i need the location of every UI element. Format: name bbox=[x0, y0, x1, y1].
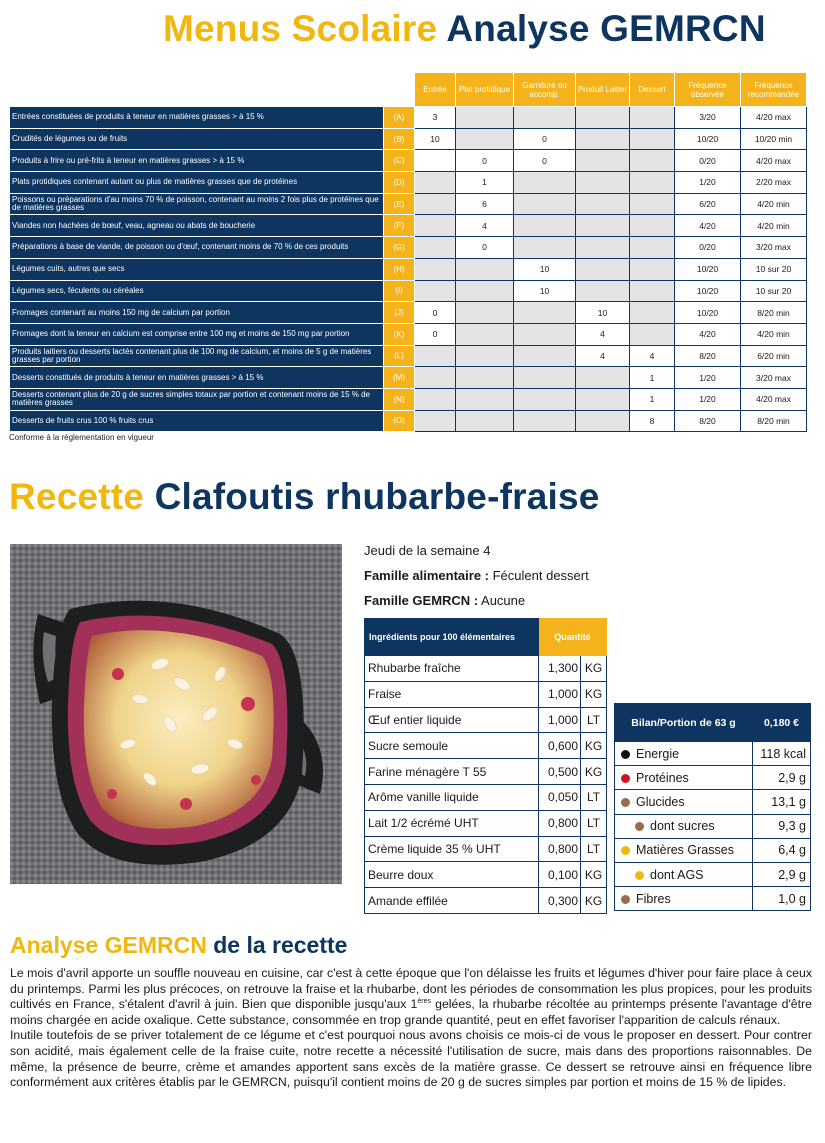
frequency-cell: 10 bbox=[514, 258, 576, 280]
criterion-label: Fromages dont la teneur en calcium est comprise entre 100 mg et moins de 150 mg par portion bbox=[10, 323, 384, 345]
frequency-cell: 0 bbox=[514, 128, 576, 150]
recommended-frequency: 10/20 min bbox=[741, 128, 807, 150]
analysis-p1-end: gelées, la rhubarbe récoltée au printemps présente l'avantage d'être moins chargée en acide oxalique. Cette substance, consommée en trop grande quantité, peut en effet favoriser l'apparition de calculs rénaux. bbox=[10, 997, 812, 1027]
nutrient-name-cell bbox=[615, 766, 753, 790]
col-header: Fréquence observée bbox=[675, 73, 741, 107]
ingredient-unit: KG bbox=[581, 656, 607, 682]
ingredients-table bbox=[364, 618, 607, 914]
nutrient-name: dont sucres bbox=[650, 819, 715, 834]
recipe-title-part1: Recette bbox=[9, 476, 145, 517]
frequency-cell bbox=[576, 237, 630, 259]
recipe-title bbox=[9, 476, 600, 518]
gemrcn-row bbox=[10, 410, 807, 432]
frequency-cell: 10 bbox=[576, 302, 630, 324]
frequency-cell bbox=[456, 367, 514, 389]
frequency-cell bbox=[415, 345, 456, 367]
frequency-cell: 0 bbox=[415, 302, 456, 324]
criterion-code: (M) bbox=[384, 367, 415, 389]
ingredient-unit: KG bbox=[581, 733, 607, 759]
recipe-photo bbox=[10, 544, 342, 884]
criterion-label: Crudités de légumes ou de fruits bbox=[10, 128, 384, 150]
frequency-cell bbox=[630, 193, 675, 215]
frequency-cell: 0 bbox=[456, 237, 514, 259]
analysis-title bbox=[10, 932, 347, 959]
observed-frequency: 10/20 bbox=[675, 280, 741, 302]
ingredient-name: Lait 1/2 écrémé UHT bbox=[365, 810, 539, 836]
bilan-price: 0,180 € bbox=[753, 704, 811, 742]
criterion-label: Desserts contenant plus de 20 g de sucres simples totaux par portion et contenant moins de 15 % de matières grasses bbox=[10, 388, 384, 410]
frequency-cell bbox=[630, 172, 675, 194]
frequency-cell: 8 bbox=[630, 410, 675, 432]
observed-frequency: 4/20 bbox=[675, 215, 741, 237]
frequency-cell bbox=[630, 323, 675, 345]
frequency-cell: 1 bbox=[630, 367, 675, 389]
food-family bbox=[364, 568, 589, 583]
ingredient-row bbox=[365, 862, 607, 888]
nutrient-name-cell bbox=[615, 742, 753, 766]
criterion-label: Entrées constituées de produits à teneur en matières grasses > à 15 % bbox=[10, 107, 384, 129]
col-header: Dessert bbox=[630, 73, 675, 107]
frequency-cell bbox=[576, 107, 630, 129]
analysis-p1-start: Le mois d'avril apporte un souffle nouveau en cuisine, car c'est à cette époque que l'on délaisse les fruits et légumes d'hiver pour faire place à ceux du printemps. Parmi les plus précoces, on retrouve la fraise et la rhubarbe, dont les périodes de consommation les plus propices, pour les produits cultivés en France, s'étalent d'avril à juin. Bien que disponible jusqu'aux 1 bbox=[10, 966, 812, 1012]
frequency-cell bbox=[415, 172, 456, 194]
ingredient-row bbox=[365, 681, 607, 707]
recommended-frequency: 3/20 max bbox=[741, 237, 807, 259]
recommended-frequency: 10 sur 20 bbox=[741, 258, 807, 280]
recommended-frequency: 6/20 min bbox=[741, 345, 807, 367]
criterion-label: Préparations à base de viande, de poisson ou d'œuf, contenant moins de 70 % de ces produits bbox=[10, 237, 384, 259]
criterion-code: (J) bbox=[384, 302, 415, 324]
ingredient-quantity: 0,500 bbox=[539, 759, 581, 785]
gemrcn-row bbox=[10, 323, 807, 345]
ingredient-unit: LT bbox=[581, 836, 607, 862]
ingredient-name: Rhubarbe fraîche bbox=[365, 656, 539, 682]
frequency-cell bbox=[514, 345, 576, 367]
ingredient-name: Fraise bbox=[365, 681, 539, 707]
nutrient-value: 9,3 g bbox=[753, 814, 811, 838]
frequency-cell bbox=[576, 388, 630, 410]
frequency-cell: 1 bbox=[456, 172, 514, 194]
nutrient-name-cell bbox=[615, 838, 753, 862]
frequency-cell bbox=[514, 410, 576, 432]
frequency-cell: 10 bbox=[415, 128, 456, 150]
frequency-cell bbox=[514, 193, 576, 215]
frequency-cell bbox=[630, 258, 675, 280]
nutrient-name-cell bbox=[615, 814, 753, 838]
frequency-cell bbox=[576, 193, 630, 215]
nutrient-dot-icon bbox=[621, 750, 630, 759]
criterion-code: (K) bbox=[384, 323, 415, 345]
ingredient-name: Amande effilée bbox=[365, 888, 539, 914]
analysis-title-part1: Analyse GEMRCN bbox=[10, 932, 207, 958]
nutrient-value: 118 kcal bbox=[753, 742, 811, 766]
col-header: Garniture ou accomp. bbox=[514, 73, 576, 107]
col-header: Fréquence recommandée bbox=[741, 73, 807, 107]
frequency-cell bbox=[576, 410, 630, 432]
gemrcn-row bbox=[10, 367, 807, 389]
bilan-header: Bilan/Portion de 63 g bbox=[615, 704, 753, 742]
frequency-cell: 4 bbox=[630, 345, 675, 367]
recommended-frequency: 8/20 min bbox=[741, 410, 807, 432]
food-family-label: Famille alimentaire : bbox=[364, 568, 489, 583]
frequency-cell bbox=[415, 215, 456, 237]
ingredient-row bbox=[365, 888, 607, 914]
frequency-cell bbox=[576, 128, 630, 150]
ingredient-quantity: 1,000 bbox=[539, 681, 581, 707]
col-header: Produit Laitier bbox=[576, 73, 630, 107]
nutrient-dot-icon bbox=[621, 798, 630, 807]
observed-frequency: 1/20 bbox=[675, 367, 741, 389]
gemrcn-row bbox=[10, 172, 807, 194]
analysis-p1-sup: ères bbox=[417, 998, 431, 1006]
ingredient-name: Arôme vanille liquide bbox=[365, 784, 539, 810]
nutrient-dot-icon bbox=[621, 774, 630, 783]
nutrient-value: 2,9 g bbox=[753, 766, 811, 790]
ingredient-unit: KG bbox=[581, 862, 607, 888]
ingredient-unit: KG bbox=[581, 681, 607, 707]
recommended-frequency: 4/20 max bbox=[741, 107, 807, 129]
gemrcn-family-label: Famille GEMRCN : bbox=[364, 593, 479, 608]
frequency-cell bbox=[456, 258, 514, 280]
observed-frequency: 3/20 bbox=[675, 107, 741, 129]
criterion-label: Légumes cuits, autres que secs bbox=[10, 258, 384, 280]
gemrcn-row bbox=[10, 107, 807, 129]
frequency-cell: 1 bbox=[630, 388, 675, 410]
frequency-cell bbox=[456, 345, 514, 367]
ingredients-header: Ingrédients pour 100 élémentaires bbox=[365, 619, 539, 656]
criterion-label: Poissons ou préparations d'au moins 70 % de poisson, contenant au moins 2 fois plus de protéines que de matières grasses bbox=[10, 193, 384, 215]
frequency-cell bbox=[576, 280, 630, 302]
gemrcn-row bbox=[10, 280, 807, 302]
nutrient-name: Matières Grasses bbox=[636, 843, 734, 858]
gemrcn-row bbox=[10, 150, 807, 172]
nutrient-value: 2,9 g bbox=[753, 862, 811, 886]
recommended-frequency: 2/20 max bbox=[741, 172, 807, 194]
frequency-cell bbox=[576, 258, 630, 280]
frequency-cell bbox=[514, 302, 576, 324]
criterion-code: (C) bbox=[384, 150, 415, 172]
frequency-cell bbox=[630, 302, 675, 324]
recommended-frequency: 4/20 max bbox=[741, 388, 807, 410]
observed-frequency: 1/20 bbox=[675, 172, 741, 194]
frequency-cell: 0 bbox=[514, 150, 576, 172]
nutrient-dot-icon bbox=[635, 822, 644, 831]
frequency-cell bbox=[456, 388, 514, 410]
ingredient-unit: LT bbox=[581, 784, 607, 810]
ingredient-row bbox=[365, 784, 607, 810]
recommended-frequency: 4/20 min bbox=[741, 215, 807, 237]
nutrition-row bbox=[615, 887, 811, 911]
criterion-label: Desserts de fruits crus 100 % fruits crus bbox=[10, 410, 384, 432]
gemrcn-row bbox=[10, 215, 807, 237]
ingredient-name: Œuf entier liquide bbox=[365, 707, 539, 733]
frequency-cell bbox=[415, 388, 456, 410]
frequency-cell bbox=[456, 410, 514, 432]
nutrition-row bbox=[615, 742, 811, 766]
nutrition-row bbox=[615, 766, 811, 790]
criterion-label: Desserts constitués de produits à teneur en matières grasses > à 15 % bbox=[10, 367, 384, 389]
frequency-cell bbox=[456, 323, 514, 345]
observed-frequency: 1/20 bbox=[675, 388, 741, 410]
criterion-code: (O) bbox=[384, 410, 415, 432]
recommended-frequency: 3/20 max bbox=[741, 367, 807, 389]
criterion-code: (I) bbox=[384, 280, 415, 302]
nutrient-dot-icon bbox=[621, 895, 630, 904]
ingredient-row bbox=[365, 759, 607, 785]
criterion-code: (N) bbox=[384, 388, 415, 410]
analysis-paragraph-2: Inutile toutefois de se priver totalement de ce légume et c'est pourquoi nous avons choisis ce mois-ci de vous le proposer en dessert. Pour contrer son acidité, mais également celle de la fraise cuite, notre recette a nécessité l'utilisation de sucre, mais dans des proportions raisonnables. De même, la présence de beurre, crème et amandes apportent sans excès de la matière grasse. Ce dessert se retrouve ainsi en fréquence libre conformément aux critères établis par le GEMRCN, puisqu'il contient moins de 20 g de sucres simples par portion et moins de 15 % de lipides. bbox=[10, 1028, 812, 1090]
ingredient-unit: LT bbox=[581, 707, 607, 733]
frequency-cell bbox=[514, 367, 576, 389]
frequency-cell bbox=[456, 280, 514, 302]
frequency-cell: 3 bbox=[415, 107, 456, 129]
ingredient-name: Crème liquide 35 % UHT bbox=[365, 836, 539, 862]
ingredient-row bbox=[365, 707, 607, 733]
ingredient-quantity: 0,600 bbox=[539, 733, 581, 759]
ingredient-name: Beurre doux bbox=[365, 862, 539, 888]
criterion-code: (L) bbox=[384, 345, 415, 367]
frequency-cell: 0 bbox=[456, 150, 514, 172]
ingredient-quantity: 1,300 bbox=[539, 656, 581, 682]
frequency-cell bbox=[456, 107, 514, 129]
frequency-cell bbox=[630, 280, 675, 302]
gemrcn-row bbox=[10, 237, 807, 259]
page-title bbox=[163, 8, 766, 50]
ingredient-unit: LT bbox=[581, 810, 607, 836]
ingredient-quantity: 0,800 bbox=[539, 810, 581, 836]
frequency-cell bbox=[630, 215, 675, 237]
ingredient-quantity: 0,300 bbox=[539, 888, 581, 914]
recommended-frequency: 4/20 min bbox=[741, 193, 807, 215]
nutrient-dot-icon bbox=[621, 846, 630, 855]
observed-frequency: 4/20 bbox=[675, 323, 741, 345]
ingredient-row bbox=[365, 836, 607, 862]
frequency-cell bbox=[514, 323, 576, 345]
frequency-cell bbox=[576, 150, 630, 172]
nutrient-name-cell bbox=[615, 862, 753, 886]
criterion-code: (A) bbox=[384, 107, 415, 129]
observed-frequency: 8/20 bbox=[675, 345, 741, 367]
frequency-cell bbox=[630, 107, 675, 129]
observed-frequency: 10/20 bbox=[675, 302, 741, 324]
frequency-cell bbox=[514, 107, 576, 129]
ingredient-row bbox=[365, 656, 607, 682]
criterion-label: Plats protidiques contenant autant ou plus de matières grasses que de protéines bbox=[10, 172, 384, 194]
criterion-code: (G) bbox=[384, 237, 415, 259]
analysis-text bbox=[10, 966, 812, 1091]
criterion-label: Fromages contenant au moins 150 mg de calcium par portion bbox=[10, 302, 384, 324]
ingredient-quantity: 0,050 bbox=[539, 784, 581, 810]
page-title-part1: Menus Scolaire bbox=[163, 8, 438, 49]
observed-frequency: 10/20 bbox=[675, 258, 741, 280]
frequency-cell: 4 bbox=[576, 323, 630, 345]
recommended-frequency: 8/20 min bbox=[741, 302, 807, 324]
frequency-cell bbox=[415, 237, 456, 259]
criterion-label: Produits à frire ou pré-frits à teneur en matières grasses > à 15 % bbox=[10, 150, 384, 172]
nutrient-name: Energie bbox=[636, 746, 680, 761]
criterion-code: (H) bbox=[384, 258, 415, 280]
nutrition-row bbox=[615, 862, 811, 886]
frequency-cell bbox=[630, 150, 675, 172]
nutrient-value: 6,4 g bbox=[753, 838, 811, 862]
frequency-cell bbox=[514, 172, 576, 194]
gemrcn-row bbox=[10, 388, 807, 410]
ingredients-header-row bbox=[365, 619, 607, 656]
page-title-part2: Analyse GEMRCN bbox=[446, 8, 766, 49]
frequency-cell bbox=[514, 215, 576, 237]
frequency-cell bbox=[415, 150, 456, 172]
ingredient-name: Farine ménagère T 55 bbox=[365, 759, 539, 785]
compliance-note: Conforme à la réglementation en vigueur bbox=[9, 433, 154, 442]
observed-frequency: 0/20 bbox=[675, 150, 741, 172]
gemrcn-family-value: Aucune bbox=[478, 593, 526, 608]
nutrient-name-cell bbox=[615, 790, 753, 814]
ingredient-quantity: 0,100 bbox=[539, 862, 581, 888]
frequency-cell bbox=[630, 128, 675, 150]
frequency-cell bbox=[415, 258, 456, 280]
ingredient-row bbox=[365, 810, 607, 836]
recommended-frequency: 4/20 max bbox=[741, 150, 807, 172]
frequency-cell bbox=[456, 128, 514, 150]
observed-frequency: 6/20 bbox=[675, 193, 741, 215]
ingredient-quantity: 0,800 bbox=[539, 836, 581, 862]
gemrcn-table bbox=[9, 72, 807, 432]
nutrient-name-cell bbox=[615, 887, 753, 911]
frequency-cell bbox=[576, 172, 630, 194]
criterion-code: (E) bbox=[384, 193, 415, 215]
frequency-cell bbox=[514, 388, 576, 410]
nutrition-table bbox=[614, 703, 811, 911]
frequency-cell: 10 bbox=[514, 280, 576, 302]
analysis-paragraph-1 bbox=[10, 966, 812, 1028]
ingredient-row bbox=[365, 733, 607, 759]
nutrition-header-row bbox=[615, 704, 811, 742]
nutrition-row bbox=[615, 814, 811, 838]
frequency-cell bbox=[415, 367, 456, 389]
nutrient-name: Protéines bbox=[636, 770, 689, 785]
ingredient-name: Sucre semoule bbox=[365, 733, 539, 759]
frequency-cell bbox=[576, 367, 630, 389]
col-header: Plat protidique bbox=[456, 73, 514, 107]
ingredient-unit: KG bbox=[581, 759, 607, 785]
frequency-cell: 6 bbox=[456, 193, 514, 215]
nutrient-name: dont AGS bbox=[650, 867, 704, 882]
nutrition-row bbox=[615, 790, 811, 814]
criterion-label: Produits laitiers ou desserts lactés contenant plus de 100 mg de calcium, et moins de 5 g de matières grasses par portion bbox=[10, 345, 384, 367]
gemrcn-row bbox=[10, 193, 807, 215]
frequency-cell bbox=[415, 280, 456, 302]
frequency-cell bbox=[630, 237, 675, 259]
observed-frequency: 8/20 bbox=[675, 410, 741, 432]
food-family-value: Féculent dessert bbox=[489, 568, 589, 583]
gemrcn-row bbox=[10, 128, 807, 150]
nutrient-name: Glucides bbox=[636, 794, 685, 809]
quantity-header: Quantité bbox=[539, 619, 607, 656]
frequency-cell bbox=[456, 302, 514, 324]
recipe-title-part2: Clafoutis rhubarbe-fraise bbox=[154, 476, 600, 517]
frequency-cell: 0 bbox=[415, 323, 456, 345]
observed-frequency: 10/20 bbox=[675, 128, 741, 150]
gemrcn-row bbox=[10, 258, 807, 280]
criterion-label: Légumes secs, féculents ou céréales bbox=[10, 280, 384, 302]
gemrcn-header-row bbox=[10, 73, 807, 107]
recipe-day: Jeudi de la semaine 4 bbox=[364, 543, 491, 558]
criterion-code: (D) bbox=[384, 172, 415, 194]
ingredient-unit: KG bbox=[581, 888, 607, 914]
nutrition-row bbox=[615, 838, 811, 862]
analysis-title-part2: de la recette bbox=[213, 932, 348, 958]
frequency-cell bbox=[576, 215, 630, 237]
nutrient-name: Fibres bbox=[636, 891, 671, 906]
frequency-cell bbox=[415, 193, 456, 215]
gemrcn-row bbox=[10, 302, 807, 324]
frequency-cell: 4 bbox=[456, 215, 514, 237]
gemrcn-row bbox=[10, 345, 807, 367]
criterion-code: (F) bbox=[384, 215, 415, 237]
frequency-cell bbox=[415, 410, 456, 432]
criterion-code: (B) bbox=[384, 128, 415, 150]
nutrient-dot-icon bbox=[635, 871, 644, 880]
col-header: Entrée bbox=[415, 73, 456, 107]
frequency-cell bbox=[514, 237, 576, 259]
gemrcn-family bbox=[364, 593, 525, 608]
nutrient-value: 1,0 g bbox=[753, 887, 811, 911]
nutrient-value: 13,1 g bbox=[753, 790, 811, 814]
criterion-label: Viandes non hachées de bœuf, veau, agneau ou abats de boucherie bbox=[10, 215, 384, 237]
recommended-frequency: 4/20 min bbox=[741, 323, 807, 345]
frequency-cell: 4 bbox=[576, 345, 630, 367]
recommended-frequency: 10 sur 20 bbox=[741, 280, 807, 302]
ingredient-quantity: 1,000 bbox=[539, 707, 581, 733]
observed-frequency: 0/20 bbox=[675, 237, 741, 259]
